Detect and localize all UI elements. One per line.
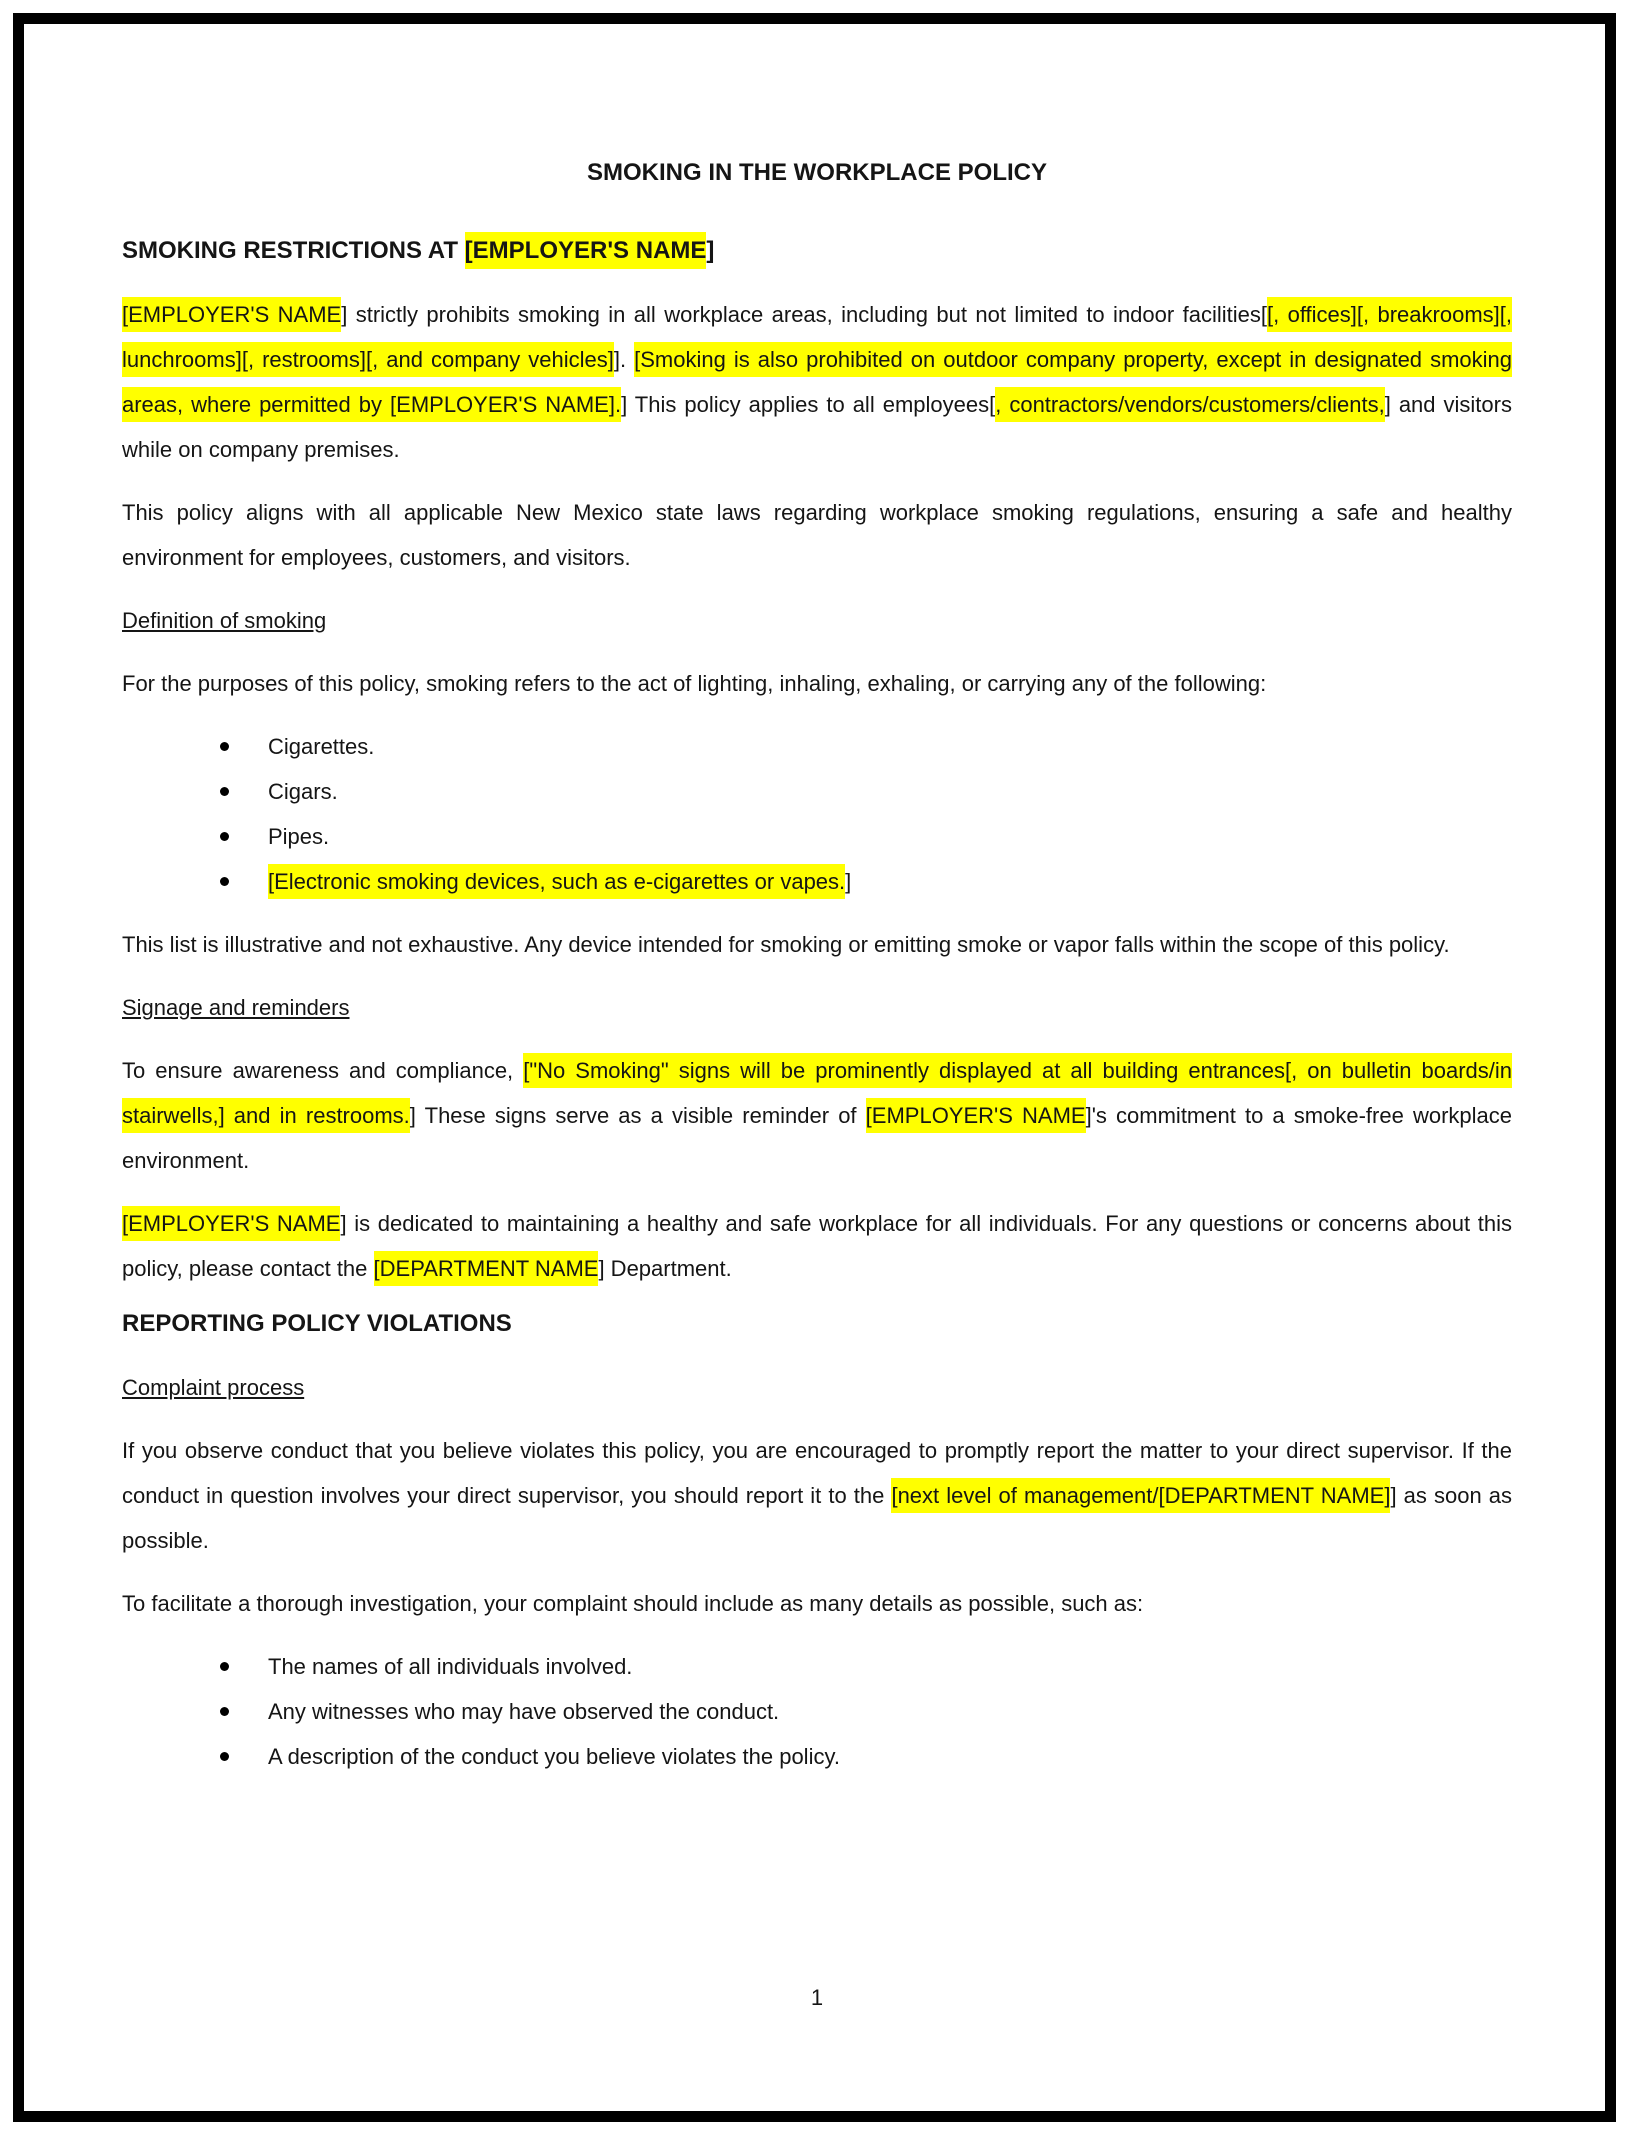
subheading-definition-of-smoking: Definition of smoking	[122, 608, 327, 633]
text-run: The names of all individuals involved.	[268, 1654, 633, 1679]
text-run: Pipes.	[268, 824, 330, 849]
text-run: ] Department.	[598, 1256, 732, 1281]
highlighted-placeholder: [, offices][, breakrooms][, lunchrooms][, restrooms][, and company vehicles]	[122, 297, 1512, 377]
highlighted-placeholder: , contractors/vendors/customers/clients,	[995, 387, 1384, 422]
paragraph-prohibits	[122, 292, 1512, 472]
list-item	[268, 1689, 1512, 1734]
text-run: ] strictly prohibits smoking in all workplace areas, including but not limited to indoor facilities[	[341, 302, 1267, 327]
text-run: ] This policy applies to all employees[	[621, 392, 996, 417]
text-run: SMOKING RESTRICTIONS AT	[122, 237, 465, 264]
paragraph-purposes	[122, 661, 1512, 706]
highlighted-placeholder: [EMPLOYER'S NAME	[465, 232, 707, 269]
list-item	[268, 724, 1512, 769]
highlighted-placeholder: [next level of management/[DEPARTMENT NAME]	[891, 1478, 1390, 1513]
text-run: ]	[706, 237, 715, 264]
highlighted-placeholder: [DEPARTMENT NAME	[374, 1251, 599, 1286]
text-run: This list is illustrative and not exhaustive. Any device intended for smoking or emitting smoke or vapor falls within the scope of this policy.	[122, 932, 1450, 957]
page-number: 1	[810, 1985, 824, 2010]
highlighted-placeholder: [EMPLOYER'S NAME	[122, 297, 341, 332]
text-run: ]	[845, 869, 852, 894]
subheading-complaint-process: Complaint process	[122, 1375, 305, 1400]
highlighted-placeholder: ["No Smoking" signs will be prominently displayed at all building entrances[, on bulletin boards/in stairwells,] and in restrooms.	[122, 1053, 1512, 1133]
paragraph-illustrative	[122, 922, 1512, 967]
paragraph-facilitate	[122, 1581, 1512, 1626]
highlighted-placeholder: [Smoking is also prohibited on outdoor company property, except in designated smoking areas, where permitted by [EMPLOYER'S NAME].	[122, 342, 1512, 422]
list-item	[268, 1734, 1512, 1779]
list-item	[268, 1644, 1512, 1689]
list-item	[268, 859, 1512, 904]
list-complaint-details	[122, 1644, 1512, 1779]
text-run: Cigarettes.	[268, 734, 375, 759]
document-title: SMOKING IN THE WORKPLACE POLICY	[586, 159, 1047, 186]
text-run: ] as soon as possible.	[122, 1483, 1512, 1553]
text-run: If you observe conduct that you believe violates this policy, you are encouraged to promptly report the matter to your direct supervisor. If the conduct in question involves your direct supervisor, you should report it to the	[122, 1438, 1512, 1508]
highlighted-placeholder: [EMPLOYER'S NAME	[866, 1098, 1086, 1133]
paragraph-state-laws	[122, 490, 1512, 580]
text-run: To ensure awareness and compliance,	[122, 1058, 524, 1083]
text-run: Any witnesses who may have observed the conduct.	[268, 1699, 780, 1724]
highlighted-placeholder: [Electronic smoking devices, such as e-cigarettes or vapes.	[268, 864, 845, 899]
subheading-signage-and-reminders: Signage and reminders	[122, 995, 350, 1020]
paragraph-signs	[122, 1048, 1512, 1183]
text-run: For the purposes of this policy, smoking refers to the act of lighting, inhaling, exhaling, or carrying any of the following:	[122, 671, 1267, 696]
text-run: ] These signs serve as a visible reminder of	[409, 1103, 866, 1128]
text-run: This policy aligns with all applicable New Mexico state laws regarding workplace smoking regulations, ensuring a safe and healthy environment for employees, customers, and visitors.	[122, 500, 1512, 570]
text-run: Cigars.	[268, 779, 338, 804]
paragraph-dedicated	[122, 1201, 1512, 1291]
document-page	[122, 158, 1512, 1797]
list-smoking-devices	[122, 724, 1512, 904]
section-heading-smoking-restrictions	[122, 236, 1512, 266]
text-run: ] is dedicated to maintaining a healthy and safe workplace for all individuals. For any questions or concerns about this policy, please contact the	[122, 1211, 1512, 1281]
text-run: ]'s commitment to a smoke-free workplace environment.	[122, 1103, 1512, 1173]
text-run: To facilitate a thorough investigation, your complaint should include as many details as possible, such as:	[122, 1591, 1144, 1616]
list-item	[268, 814, 1512, 859]
text-run: ] and visitors while on company premises.	[122, 392, 1512, 462]
highlighted-placeholder: [EMPLOYER'S NAME	[122, 1206, 340, 1241]
paragraph-observe-conduct	[122, 1428, 1512, 1563]
text-run: ].	[613, 347, 635, 372]
section-heading-reporting-violations: REPORTING POLICY VIOLATIONS	[122, 1310, 512, 1337]
text-run: A description of the conduct you believe violates the policy.	[268, 1744, 840, 1769]
list-item	[268, 769, 1512, 814]
